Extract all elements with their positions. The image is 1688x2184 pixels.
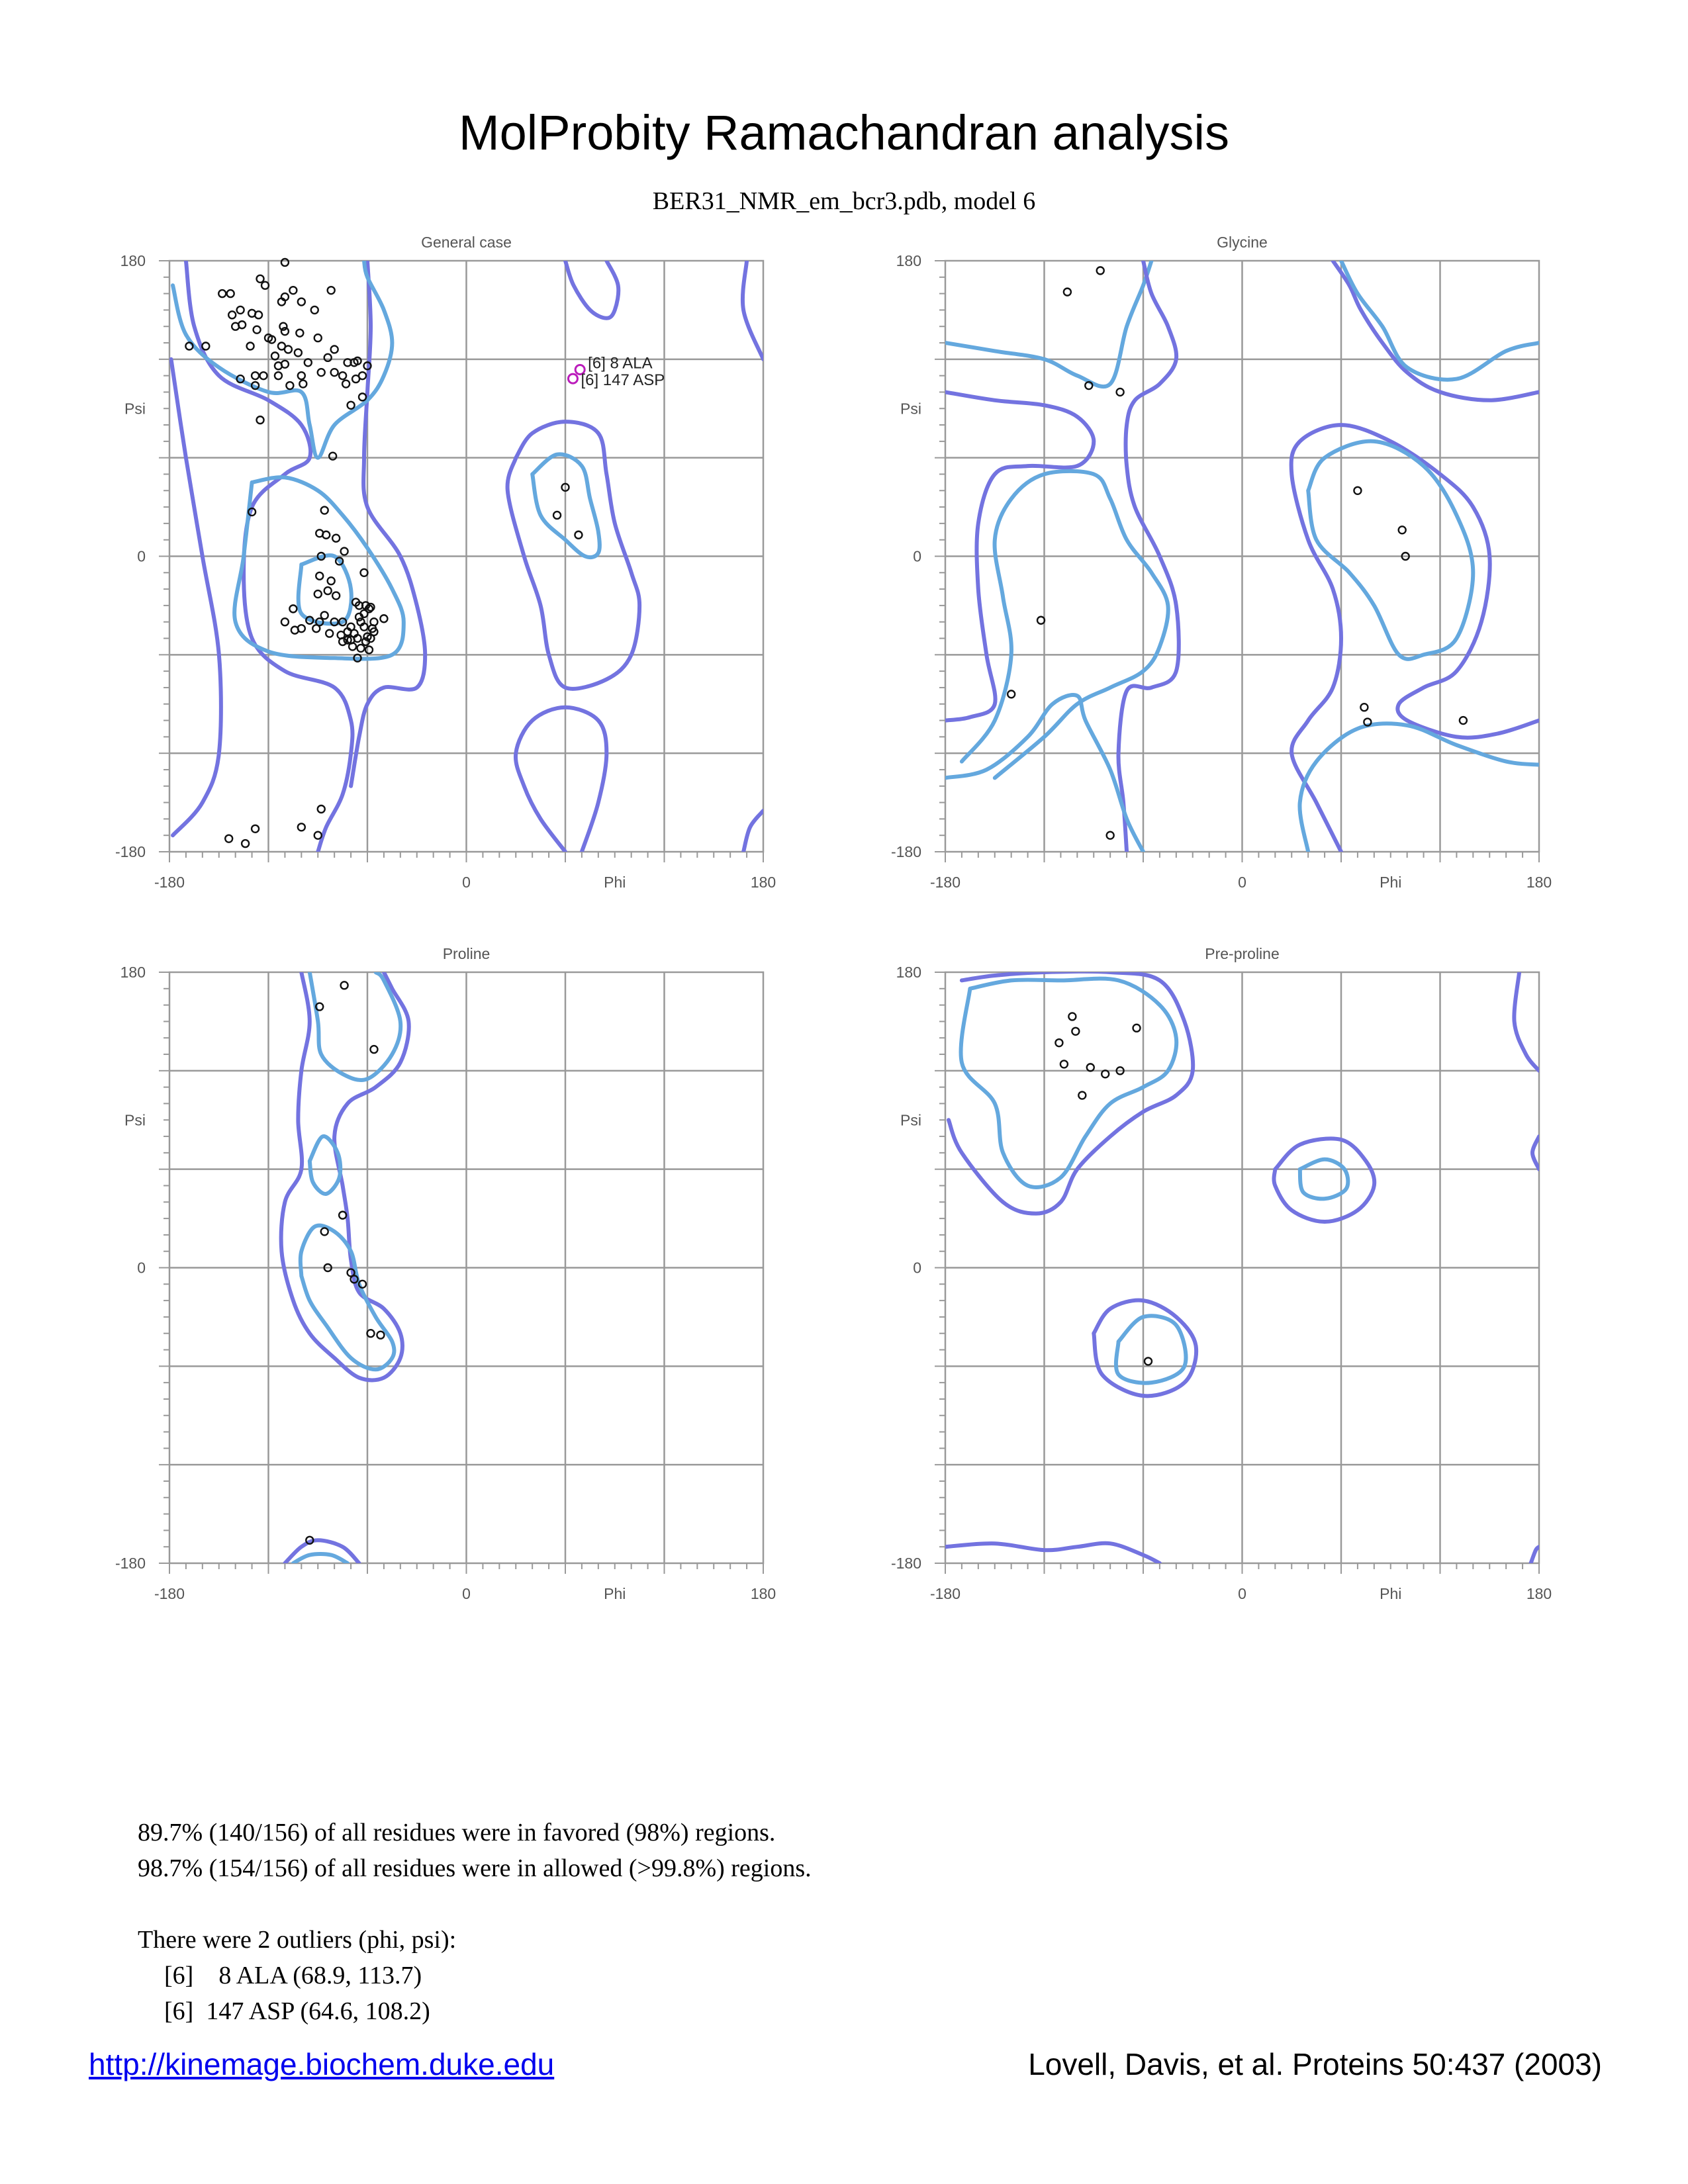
grid [169,261,763,852]
residue-point [357,645,365,652]
residue-point [242,840,249,847]
page-subtitle: BER31_NMR_em_bcr3.pdb, model 6 [652,187,1036,215]
residue-point [1068,1013,1076,1020]
x-tick-label: -180 [154,1585,185,1602]
x-axis-label: Phi [604,1585,626,1602]
outlier-label: [6] 147 ASP [581,371,665,390]
allowed-contour [1274,1138,1374,1222]
residue-point [281,618,289,625]
residue-point [314,832,322,839]
residue-point [275,372,282,379]
residue-point [380,615,387,622]
outlier-residue: 147 ASP (64.6, 108.2) [206,1997,430,2025]
y-tick-label: 0 [137,1259,146,1277]
residue-point [257,416,264,424]
outlier-header: There were 2 outliers (phi, psi): [138,1926,457,1954]
residue-point [575,531,582,539]
residue-point [318,369,325,376]
y-tick-label: 0 [913,1259,921,1277]
favored-contour [310,972,400,1080]
allowed-contour [351,261,425,786]
panel-2 [115,945,776,1602]
residue-point [247,342,254,349]
ticks [159,972,763,1574]
residue-point [1360,704,1368,711]
outlier-model: [6] [164,1962,194,1989]
residue-point [228,311,236,318]
allowed-contour [565,261,618,318]
panel-3 [891,945,1552,1602]
favored-summary: 89.7% (140/156) of all residues were in favored (98%) regions. [138,1819,776,1846]
grid [945,972,1539,1563]
outlier-residue: 8 ALA (68.9, 113.7) [218,1962,422,1989]
data-points [1055,1013,1152,1365]
y-tick-label: -180 [115,843,146,860]
favored-contour [310,1136,340,1194]
allowed-summary: 98.7% (154/156) of all residues were in allowed (>99.8%) regions. [138,1854,812,1882]
residue-point [289,605,297,612]
residue-point [1107,832,1114,839]
residue-point [331,369,338,376]
outlier-label: [6] 8 ALA [588,354,653,373]
residue-point [314,334,322,341]
residue-point [285,345,292,353]
residue-point [324,354,332,361]
residue-point [321,1228,328,1235]
residue-point [359,393,366,400]
x-tick-label: 0 [462,1585,471,1602]
residue-point [314,590,322,598]
residue-point [298,298,305,306]
allowed-contour [743,261,763,359]
residue-point [326,630,333,637]
residue-point [295,349,302,356]
panel-0 [115,234,776,891]
allowed-contour [516,707,606,852]
outlier-model: [6] [164,1997,194,2025]
y-tick-label: -180 [890,843,921,860]
residue-point [370,1046,377,1053]
favored-contour [1308,441,1473,659]
ticks [935,972,1539,1574]
outlier-line-1 [138,1958,812,1993]
residue-point [312,625,320,632]
favored-contour [301,1226,395,1370]
x-tick-label: 180 [750,874,776,891]
y-tick-label: 180 [896,252,921,269]
data-points [185,259,665,847]
residue-point [365,646,373,653]
residue-point [299,381,306,388]
y-axis-label: Psi [900,400,921,418]
residue-point [339,372,346,379]
residue-point [339,1212,346,1219]
allowed-contour [171,359,221,835]
allowed-contour [1531,1547,1540,1563]
summary-block [138,1815,812,2029]
x-tick-label: 180 [1526,1585,1552,1602]
x-tick-label: 0 [1238,874,1246,891]
x-axis-label: Phi [1380,1585,1402,1602]
residue-point [316,572,323,580]
residue-point [348,402,355,409]
grid [945,261,1539,852]
residue-point [311,306,318,314]
x-tick-label: -180 [929,874,961,891]
residue-point [254,326,261,334]
residue-point [281,259,289,266]
residue-point [341,548,348,555]
outlier-line-2 [138,1993,812,2029]
ticks [935,261,1539,862]
residue-point [298,823,305,831]
favored-contour [945,261,1152,387]
y-tick-label: 180 [896,964,921,981]
residue-point [1064,289,1071,296]
grid [169,972,763,1563]
residue-point [341,981,348,989]
allowed-contour [1532,1136,1539,1169]
residue-point [296,330,303,337]
allowed-contour [743,811,763,852]
y-axis-label: Psi [124,1111,146,1129]
y-tick-label: 0 [913,547,921,565]
allowed-contour [1291,425,1539,852]
residue-point [328,577,335,584]
residue-point [321,612,328,619]
panel-title: Pre-proline [1205,945,1280,962]
x-axis-label: Phi [1380,874,1402,891]
outlier-point [568,374,577,383]
residue-point [318,805,325,813]
favored-contour [961,979,1177,1187]
x-tick-label: 180 [1526,874,1552,891]
residue-point [227,290,234,297]
kinemage-link[interactable]: http://kinemage.biochem.duke.edu [89,2047,555,2081]
residue-point [225,835,232,842]
residue-point [1060,1060,1068,1068]
residue-point [1399,526,1406,533]
residue-point [1354,487,1361,494]
residue-point [553,512,561,519]
y-tick-label: -180 [115,1555,146,1572]
residue-point [331,345,338,353]
residue-point [257,275,264,283]
residue-point [1117,388,1124,396]
y-tick-label: -180 [890,1555,921,1572]
residue-point [328,287,335,294]
residue-point [1078,1092,1086,1099]
residue-point [1072,1028,1079,1035]
panel-title: Glycine [1217,234,1268,251]
x-tick-label: 0 [462,874,471,891]
favored-contour [1116,1316,1186,1383]
residue-point [252,825,259,833]
residue-point [332,535,340,542]
residue-point [332,592,340,600]
y-tick-label: 0 [137,547,146,565]
residue-point [1008,690,1015,698]
x-tick-label: -180 [154,874,185,891]
residue-point [252,372,259,379]
x-tick-label: -180 [929,1585,961,1602]
residue-point [377,1332,384,1339]
favored-contour [293,1554,348,1563]
data-points [306,981,384,1543]
x-axis-label: Phi [604,874,626,891]
residue-point [1097,267,1104,274]
allowed-contour [508,422,640,689]
x-tick-label: 0 [1238,1585,1246,1602]
residue-point [202,342,209,349]
residue-point [1133,1024,1141,1032]
panel-title: General case [421,234,512,251]
residue-point [1145,1357,1152,1365]
allowed-contour [945,1543,1160,1563]
residue-point [286,382,293,389]
citation: Lovell, Davis, et al. Proteins 50:437 (2003) [1028,2047,1602,2081]
x-tick-label: 180 [750,1585,776,1602]
residue-point [359,372,366,379]
ticks [159,261,763,862]
allowed-contour [281,972,409,1380]
residue-point [289,287,297,294]
residue-point [237,306,244,314]
y-tick-label: 180 [120,252,146,269]
y-axis-label: Psi [900,1111,921,1129]
residue-point [1460,717,1467,724]
residue-point [218,290,226,297]
residue-point [260,372,267,379]
y-tick-label: 180 [120,964,146,981]
favored-contour [1299,723,1539,852]
residue-point [342,381,350,388]
panel-title: Proline [442,945,491,962]
y-axis-label: Psi [124,400,146,418]
allowed-contour [1514,972,1539,1071]
residue-point [321,507,328,514]
residue-point [324,587,332,594]
panel-1 [891,234,1552,891]
residue-point [329,453,336,460]
residue-point [1055,1039,1062,1046]
residue-point [298,372,305,379]
page-title: MolProbity Ramachandran analysis [459,105,1229,160]
